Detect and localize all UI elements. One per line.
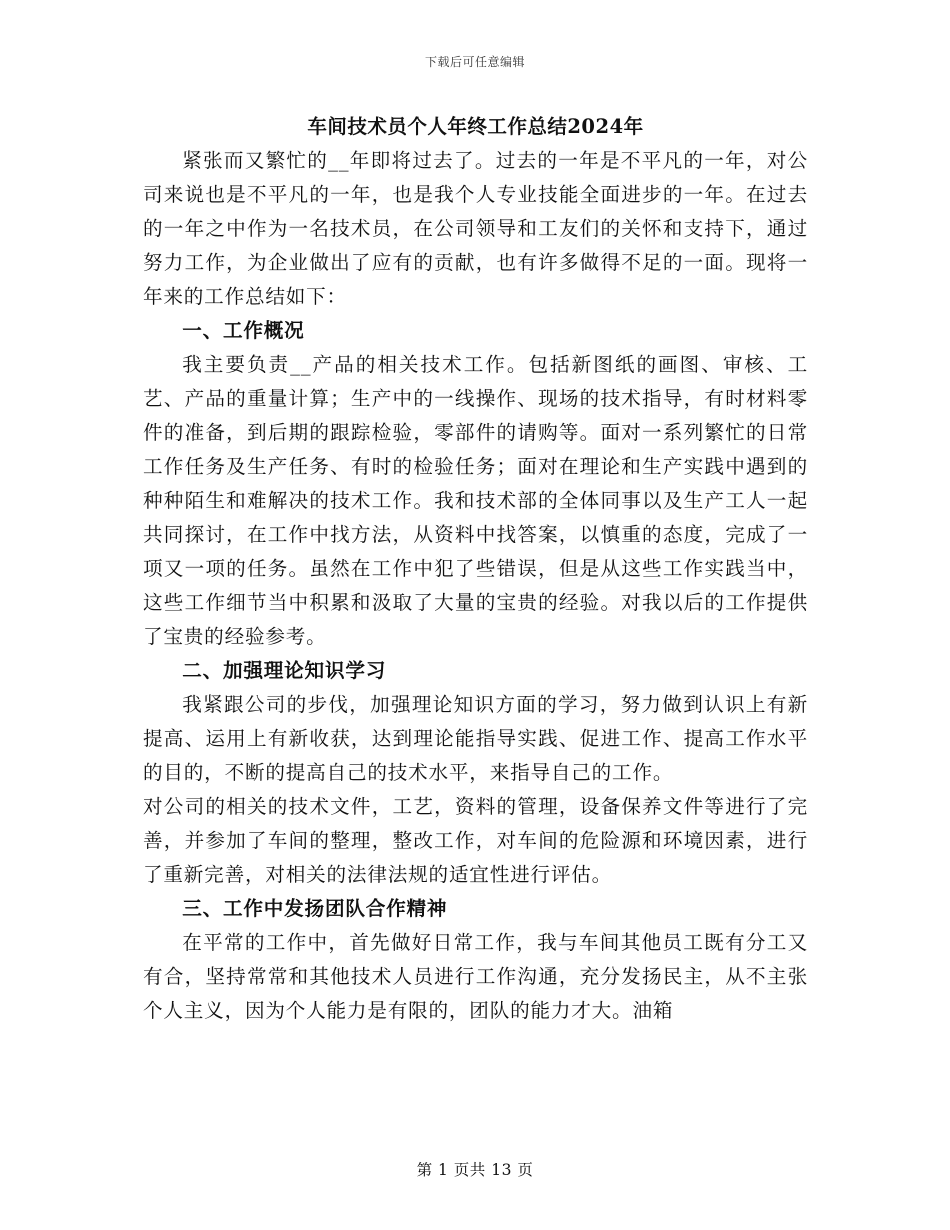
section-body-teamwork: 在平常的工作中，首先做好日常工作，我与车间其他员工既有分工又有合，坚持常常和其他技术人员进行工作沟通，充分发扬民主，从不主张个人主义，因为个人能力是有限的，团队的能力才大。油箱	[143, 931, 808, 1022]
page-number-footer: 第 1 页共 13 页	[416, 1161, 534, 1179]
section-heading-overview: 一、工作概况	[182, 319, 305, 342]
document-body	[143, 110, 808, 1028]
document-title: 车间技术员个人年终工作总结2024年	[307, 115, 644, 138]
section-heading-teamwork: 三、工作中发扬团队合作精神	[182, 897, 448, 920]
header-note: 下载后可任意编辑	[424, 55, 525, 69]
section-body-theory-study: 我紧跟公司的步伐，加强理论知识方面的学习，努力做到认识上有新提高、运用上有新收获，达到理论能指导实践、促进工作、提高工作水平的目的，不断的提高自己的技术水平，来指导自己的工作。	[143, 693, 808, 784]
section-body-overview: 我主要负责__产品的相关技术工作。包括新图纸的画图、审核、工艺、产品的重量计算；生产中的一线操作、现场的技术指导，有时材料零件的准备，到后期的跟踪检验，零部件的请购等。面对一系列繁忙的日常工作任务及生产任务、有时的检验任务；面对在理论和生产实践中遇到的种种陌生和难解决的技术工作。我和技术部的全体同事以及生产工人一起共同探讨，在工作中找方法，从资料中找答案，以慎重的态度，完成了一项又一项的任务。虽然在工作中犯了些错误，但是从这些工作实践当中，这些工作细节当中积累和汲取了大量的宝贵的经验。对我以后的工作提供了宝贵的经验参考。	[143, 353, 808, 648]
section-heading-theory-study: 二、加强理论知识学习	[182, 659, 387, 682]
intro-paragraph: 紧张而又繁忙的__年即将过去了。过去的一年是不平凡的一年，对公司来说也是不平凡的一年，也是我个人专业技能全面进步的一年。在过去的一年之中作为一名技术员，在公司领导和工友们的关怀和支持下，通过努力工作，为企业做出了应有的贡献，也有许多做得不足的一面。现将一年来的工作总结如下：	[143, 149, 808, 308]
section-body-theory-study-continued: 对公司的相关的技术文件，工艺，资料的管理，设备保养文件等进行了完善，并参加了车间的整理，整改工作，对车间的危险源和环境因素，进行了重新完善，对相关的法律法规的适宜性进行评估。	[143, 795, 808, 886]
